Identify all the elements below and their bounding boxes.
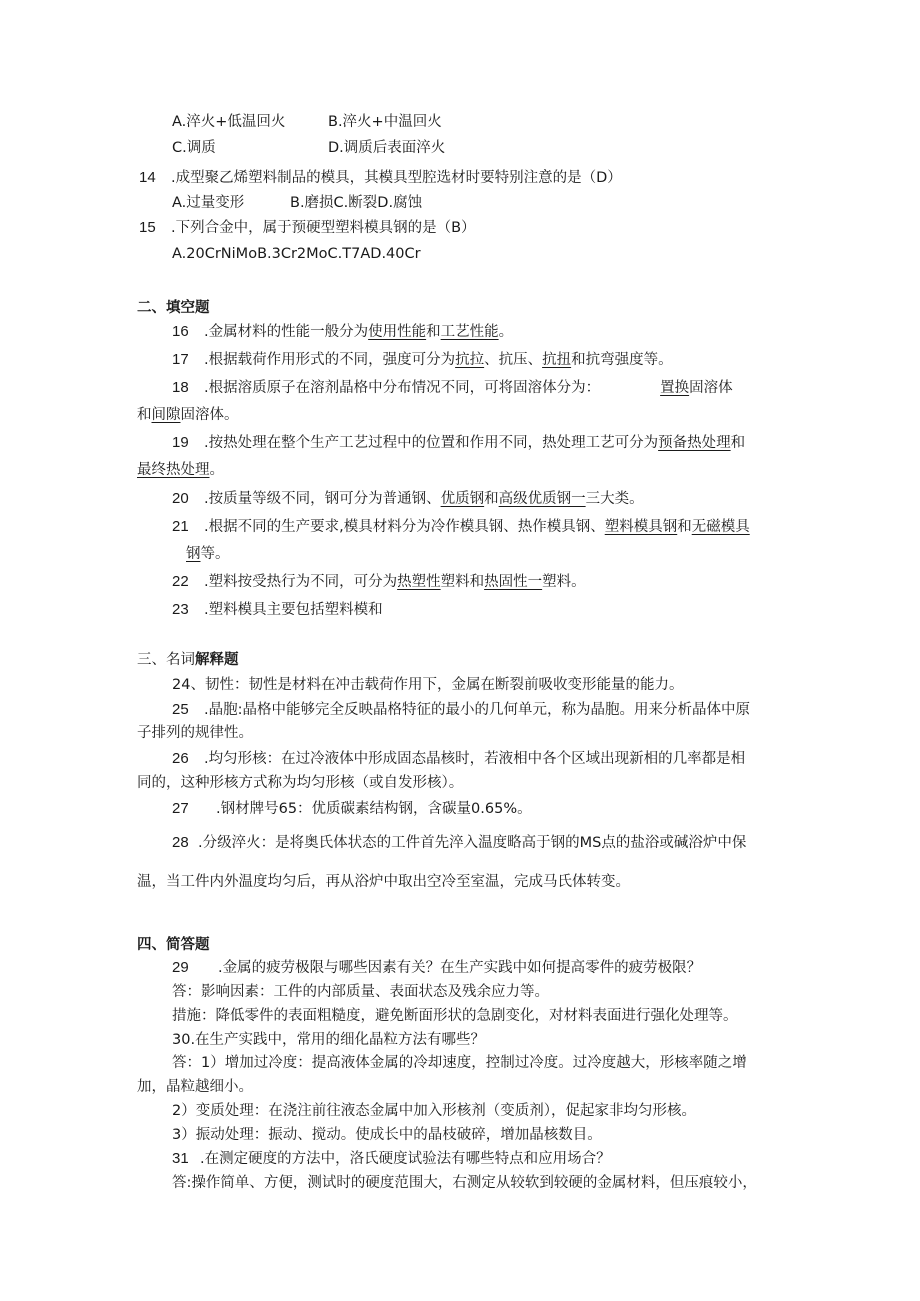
q18-line-1: 18 .根据溶质原子在溶剂晶格中分布情况不同，可将固溶体分为： 置换固溶体 xyxy=(172,379,733,396)
q26-line-2: 同的，这种形核方式称为均匀形核（或自发形核）。 xyxy=(137,775,464,791)
q18-answer-1: 置换 xyxy=(660,380,690,396)
section4-heading: 四、简答题 xyxy=(137,937,210,953)
q25-line-2: 子排列的规律性。 xyxy=(137,725,253,741)
q28-line-1: 28 .分级淬火：是将奥氏体状态的工件首先淬入温度略高于钢的MS点的盐浴或碱浴炉中保 xyxy=(172,834,747,851)
q21-line-1: 21 .根据不同的生产要求,模具材料分为冷作模具钢、热作模具钢、塑料模具钢和无磁模具 xyxy=(172,518,750,535)
q21-answer-2: 无磁模具 xyxy=(691,519,750,535)
q15-line xyxy=(139,218,476,238)
q22-line: 22 .塑料按受热行为不同，可分为热塑性塑料和热固性一塑料。 xyxy=(172,573,586,590)
q20-line: 20 .按质量等级不同，钢可分为普通钢、优质钢和高级优质钢一三大类。 xyxy=(172,490,644,507)
q30-answer-3: 3）振动处理：振动、搅动。使成长中的晶枝破碎，增加晶核数目。 xyxy=(172,1127,602,1143)
q20-answer-2: 高级优质钢一 xyxy=(498,491,586,507)
q13-option-d: D.调质后表面淬火 xyxy=(328,140,446,156)
q25-line-1: 25 .晶胞:晶格中能够完全反映晶格特征的最小的几何单元，称为晶胞。用来分析晶体中原 xyxy=(172,701,750,718)
q29-line: 29 .金属的疲劳极限与哪些因素有关？在生产实践中如何提高零件的疲劳极限？ xyxy=(172,959,702,976)
q29-answer-1: 答：影响因素：工件的内部质量、表面状态及残余应力等。 xyxy=(172,984,549,1000)
q21-answer-2-cont: 钢 xyxy=(186,546,201,562)
q20-answer-1: 优质钢 xyxy=(440,491,485,507)
q23-line: 23 .塑料模具主要包括塑料模和 xyxy=(172,601,383,618)
q24-line: 24、韧性：韧性是材料在冲击载荷作用下，金属在断裂前吸收变形能量的能力。 xyxy=(172,677,684,693)
q15-number: 15 xyxy=(139,219,156,236)
q14-line xyxy=(139,168,622,188)
q30-answer-1a: 答：1）增加过冷度：提高液体金属的冷却速度，控制过冷度。过冷度越大，形核率随之增 xyxy=(172,1055,747,1071)
q19-line-1: 19 .按热处理在整个生产工艺过程中的位置和作用不同，热处理工艺可分为预备热处理和 xyxy=(172,434,746,451)
q18-line-2: 和间隙固溶体。 xyxy=(137,407,239,423)
q30-answer-2: 2）变质处理：在浇注前往液态金属中加入形核剂（变质剂），促起家非均匀形核。 xyxy=(172,1103,696,1119)
q22-answer-2: 热固性一 xyxy=(484,574,543,590)
q13-option-a: A.淬火+低温回火 xyxy=(172,114,286,130)
q17-line: 17 .根据载荷作用形式的不同，强度可分为抗拉、抗压、抗扭和抗弯强度等。 xyxy=(172,351,673,368)
q31-line: 31 .在测定硬度的方法中，洛氏硬度试验法有哪些特点和应用场合？ xyxy=(172,1150,611,1167)
q15-options: A.20CrNiMoB.3Cr2MoC.T7AD.40Cr xyxy=(172,246,421,262)
q19-answer-2: 最终热处理 xyxy=(137,462,210,478)
section3-heading: 三、名词解释题 xyxy=(137,652,239,668)
q18-answer-2: 间隙 xyxy=(151,407,181,423)
q16-line: 16 .金属材料的性能一般分为使用性能和工艺性能。 xyxy=(172,323,514,340)
q30-line: 30.在生产实践中，常用的细化晶粒方法有哪些？ xyxy=(172,1032,486,1048)
q13-option-c: C.调质 xyxy=(172,140,216,156)
q29-answer-2: 措施：降低零件的表面粗糙度，避免断面形状的急剧变化，对材料表面进行强化处理等。 xyxy=(172,1008,738,1024)
q14-text: .成型聚乙烯塑料制品的模具，其模具型腔选材时要特别注意的是（D） xyxy=(171,170,622,186)
q19-line-2: 最终热处理。 xyxy=(137,462,224,478)
q19-answer-1: 预备热处理 xyxy=(658,435,731,451)
q28-line-2: 温，当工件内外温度均匀后，再从浴炉中取出空冷至室温，完成马氏体转变。 xyxy=(137,874,630,890)
q30-answer-1b: 加，晶粒越细小。 xyxy=(137,1079,253,1095)
q26-line-1: 26 .均匀形核：在过冷液体中形成固态晶核时，若液相中各个区域出现新相的几率都是相 xyxy=(172,750,746,767)
q13-option-b: B.淬火+中温回火 xyxy=(328,114,442,130)
q16-answer-1: 使用性能 xyxy=(368,324,427,340)
q22-answer-1: 热塑性 xyxy=(397,574,441,590)
q21-line-2: 钢等。 xyxy=(186,546,230,562)
q16-answer-2: 工艺性能 xyxy=(440,324,499,340)
q15-text: .下列合金中，属于预硬型塑料模具钢的是（B） xyxy=(171,220,476,236)
q14-options-bcd: B.磨损C.断裂D.腐蚀 xyxy=(290,195,423,211)
q14-number: 14 xyxy=(139,169,156,186)
q14-option-a: A.过量变形 xyxy=(172,195,245,211)
q17-answer-1: 抗拉 xyxy=(455,352,485,368)
section2-heading: 二、填空题 xyxy=(137,300,210,316)
q31-answer: 答:操作简单、方便，测试时的硬度范围大，右测定从较软到较硬的金属材料，但压痕较小， xyxy=(172,1175,757,1191)
q17-answer-2: 抗扭 xyxy=(542,352,572,368)
q21-answer-1: 塑料模具钢 xyxy=(604,519,678,535)
q27-line: 27 .钢材牌号65：优质碳素结构钢，含碳量0.65%。 xyxy=(172,800,532,817)
